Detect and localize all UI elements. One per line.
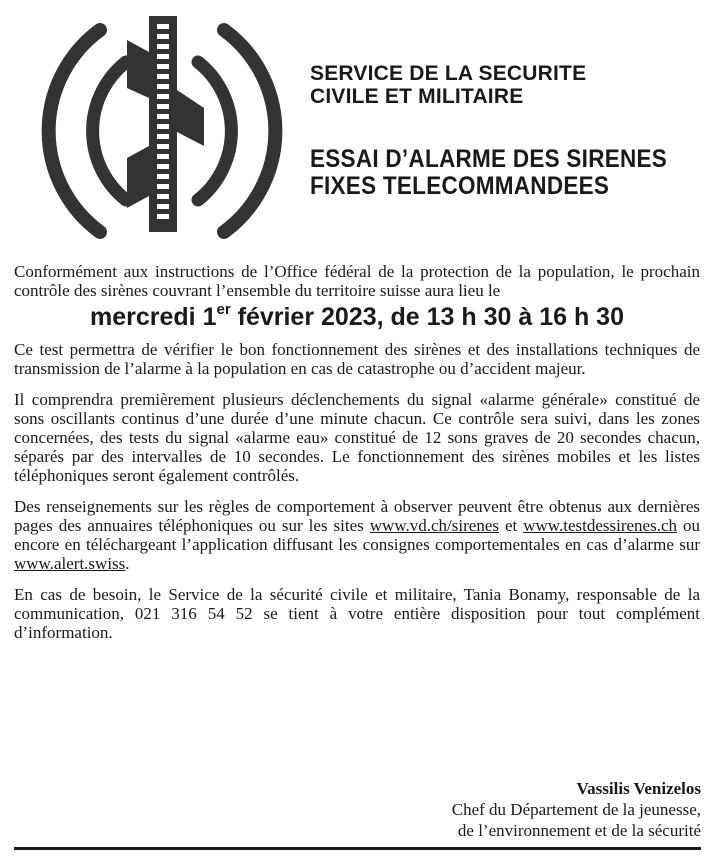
title-line1: ESSAI D’ALARME DES SIRENES bbox=[310, 145, 668, 173]
signature bbox=[452, 778, 701, 841]
date-superscript: er bbox=[216, 301, 231, 318]
signals-paragraph: Il comprendra premièrement plusieurs déclenchements du signal «alarme générale» constitué de sons oscillants continus d’une durée d’une minute chacun. Ce contrôle sera suivi, dans les zones concernées, des tests du signal «alarme eau» constitué de 12 sons graves de 20 secondes chacun, séparés par des intervalles de 10 secondes. Le fonctionnement des sirènes mobiles et les listes téléphoniques seront également contrôlés. bbox=[14, 390, 700, 485]
header bbox=[310, 62, 710, 200]
info-paragraph bbox=[14, 497, 700, 573]
org-name bbox=[310, 62, 710, 108]
org-line2: CIVILE ET MILITAIRE bbox=[310, 85, 524, 108]
notice-body bbox=[14, 262, 700, 654]
contact-paragraph: En cas de besoin, le Service de la sécurité civile et militaire, Tania Bonamy, responsable de la communication, 021 316 54 52 se tient à votre entière disposition pour tout complément d’information. bbox=[14, 585, 700, 642]
intro-paragraph: Conformément aux instructions de l’Office fédéral de la protection de la population, le prochain contrôle des sirènes couvrant l’ensemble du territoire suisse aura lieu le bbox=[14, 262, 700, 300]
date-part2: février 2023, de 13 h 30 à 16 h 30 bbox=[230, 303, 624, 331]
link-vd-sirenes[interactable]: www.vd.ch/sirenes bbox=[369, 516, 499, 535]
date-part1: mercredi 1 bbox=[90, 303, 217, 331]
purpose-paragraph: Ce test permettra de vérifier le bon fonctionnement des sirènes et des installations techniques de transmission de l’alarme à la population en cas de catastrophe ou d’accident majeur. bbox=[14, 340, 700, 378]
signatory-role-line2: de l’environnement et de la sécurité bbox=[457, 821, 701, 840]
title-line2: FIXES TELECOMMANDEES bbox=[310, 172, 610, 200]
info-text-b: et bbox=[498, 516, 524, 535]
siren-icon bbox=[22, 10, 302, 250]
signatory-name: Vassilis Venizelos bbox=[576, 779, 701, 798]
signatory-role-line1: Chef du Département de la jeunesse, bbox=[451, 800, 701, 819]
bottom-rule bbox=[14, 847, 701, 850]
test-date bbox=[14, 302, 700, 332]
info-text-a: Des renseignements sur les règles de comportement à observer peuvent être obtenus aux dernières pages des annuaires téléphoniques ou sur les sites bbox=[14, 497, 700, 535]
info-text-c: ou encore en téléchargeant l’application diffusant les consignes comportementales en cas d’alarme sur bbox=[14, 516, 700, 554]
org-line1: SERVICE DE LA SECURITE bbox=[310, 62, 587, 85]
link-alert-swiss[interactable]: www.alert.swiss bbox=[14, 554, 126, 573]
info-text-d: . bbox=[125, 554, 130, 573]
link-testdessirenes[interactable]: www.testdessirenes.ch bbox=[523, 516, 677, 535]
notice-title bbox=[310, 146, 670, 200]
